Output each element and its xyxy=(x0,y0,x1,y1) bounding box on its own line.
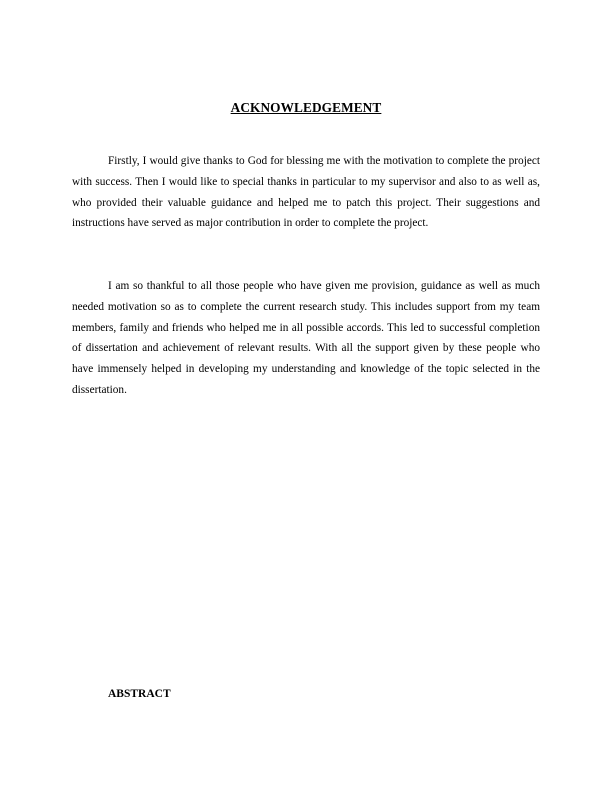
page-title: ACKNOWLEDGEMENT xyxy=(230,100,382,115)
acknowledgement-paragraph-1: Firstly, I would give thanks to God for blessing me with the motivation to complete the project with success. Then I would like to special thanks in particular to my supervisor and also to as well as, who provided their valuable guidance and helped me to patch this project. Their suggestions and instructions have served as major contribution in order to complete the project. xyxy=(72,155,540,230)
abstract-heading: ABSTRACT xyxy=(108,688,171,700)
acknowledgement-paragraph-2: I am so thankful to all those people who have given me provision, guidance as well as much needed motivation so as to complete the current research study. This includes support from my team members, family and friends who helped me in all possible accords. This led to successful completion of dissertation and achievement of relevant results. With all the support given by these people who have immensely helped in developing my understanding and knowledge of the topic selected in the dissertation. xyxy=(72,280,540,396)
